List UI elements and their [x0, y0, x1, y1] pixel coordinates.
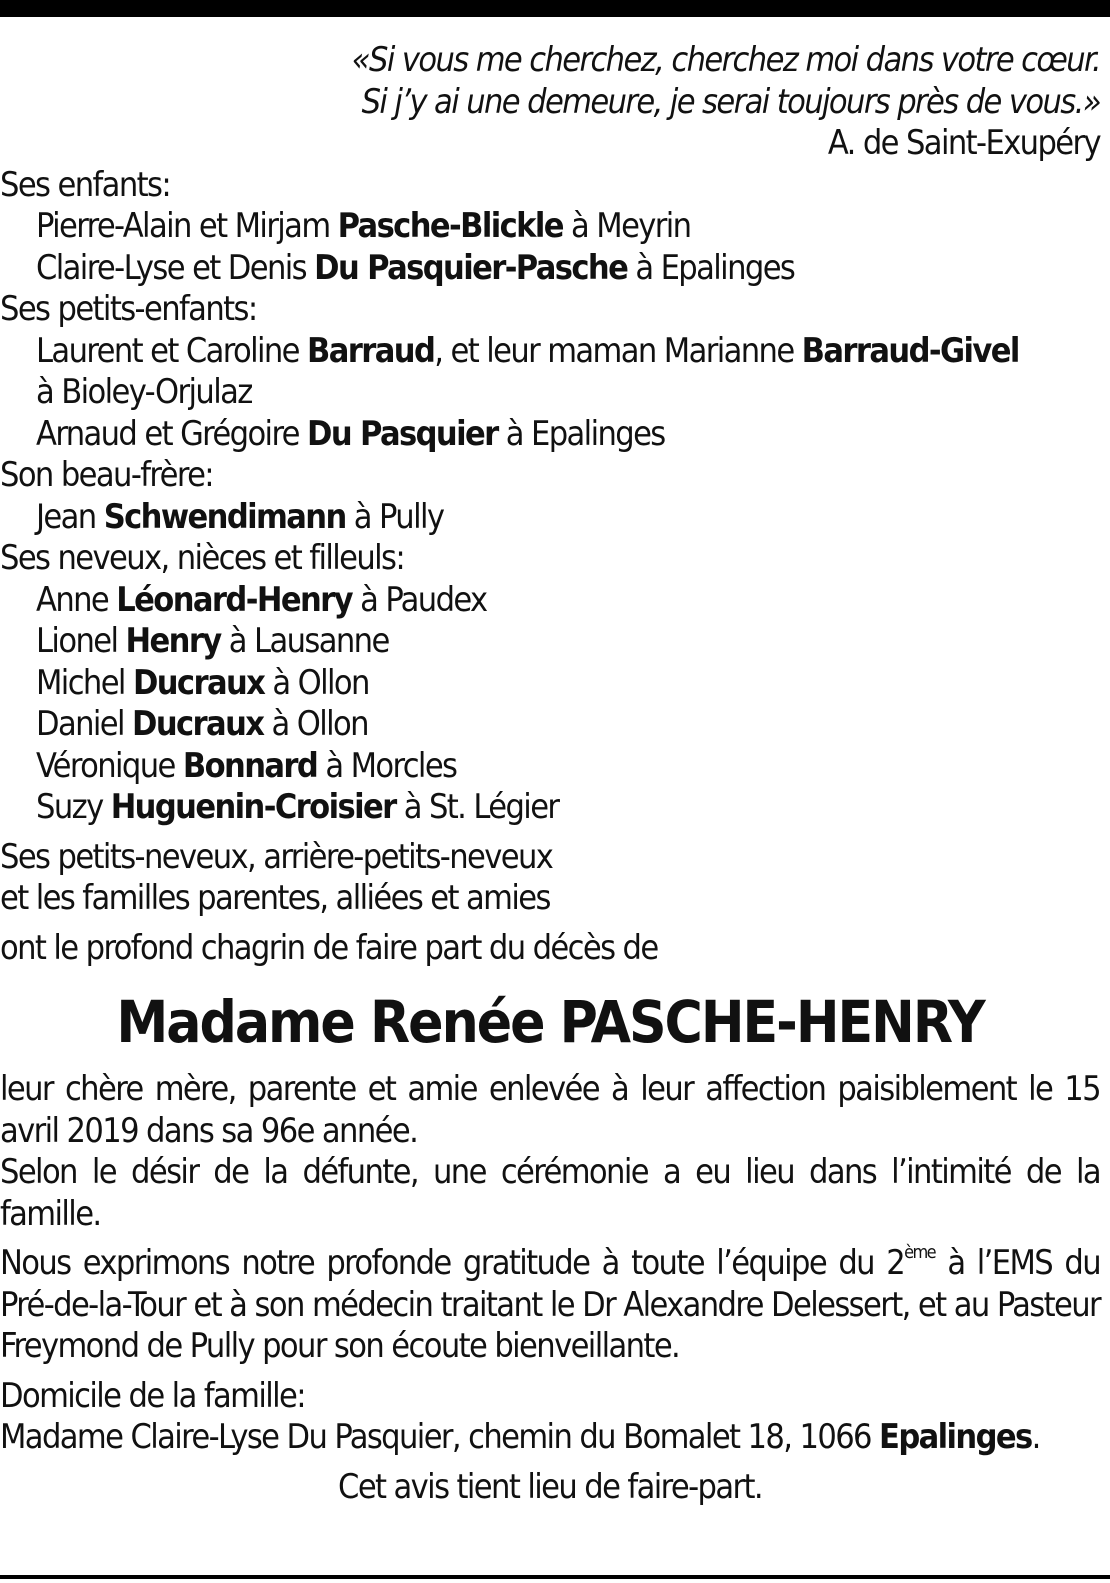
- other-relatives-line-1: Ses petits-neveux, arrière-petits-neveux: [0, 836, 553, 877]
- body-paragraph-2: Selon le désir de la défunte, une cérémonie a eu lieu dans l’intimité de la famille.: [0, 1152, 1100, 1234]
- obituary-notice: [0, 40, 1100, 1508]
- petit-enfant-line-continued: à Bioley-Orjulaz: [36, 372, 252, 412]
- announcement-line: ont le profond chagrin de faire part du décès de: [0, 927, 658, 968]
- closing-line: Cet avis tient lieu de faire-part.: [338, 1466, 762, 1507]
- neveu-line: Michel Ducraux à Ollon: [36, 662, 369, 703]
- neveu-line: Véronique Bonnard à Morcles: [36, 745, 457, 786]
- top-rule: [0, 0, 1110, 17]
- neveu-line: Suzy Huguenin-Croisier à St. Légier: [36, 787, 559, 827]
- body-paragraph-1: leur chère mère, parente et amie enlevée à leur affection paisiblement le 15 avril 2019 dans sa 96e année.: [0, 1069, 1100, 1151]
- neveux-heading: Ses neveux, nièces et filleuls:: [0, 538, 405, 578]
- epigraph-quote: [0, 40, 1100, 165]
- gratitude-paragraph: Nous exprimons notre profonde gratitude à toute l’équipe du 2ème à l’EMS du Pré-de-la-Tour et à son médecin traitant le Dr Alexandre Delessert, et au Pasteur Freymond de Pully pour son écoute bienveillante.: [0, 1242, 1101, 1366]
- enfants-heading: Ses enfants:: [0, 164, 171, 205]
- petits-enfants-heading: Ses petits-enfants:: [0, 289, 257, 329]
- neveu-line: Daniel Ducraux à Ollon: [36, 704, 368, 744]
- beau-frere-heading: Son beau-frère:: [0, 455, 214, 495]
- neveu-line: Anne Léonard-Henry à Paudex: [36, 579, 487, 620]
- domicile-address: Madame Claire-Lyse Du Pasquier, chemin du Bomalet 18, 1066 Epalinges.: [0, 1417, 1040, 1457]
- petit-enfant-line: Laurent et Caroline Barraud, et leur maman Marianne Barraud-Givel: [36, 330, 1019, 371]
- enfant-line: Claire-Lyse et Denis Du Pasquier-Pasche à Epalinges: [36, 247, 795, 288]
- quote-line-2: Si j’y ai une demeure, je serai toujours près de vous.»: [361, 81, 1100, 122]
- deceased-name: Madame Renée PASCHE-HENRY: [116, 988, 984, 1056]
- other-relatives-line-2: et les familles parentes, alliées et amies: [0, 878, 550, 918]
- petit-enfant-line: Arnaud et Grégoire Du Pasquier à Epalinges: [36, 413, 665, 454]
- beau-frere-line: Jean Schwendimann à Pully: [36, 496, 444, 537]
- quote-line-1: «Si vous me cherchez, cherchez moi dans votre cœur.: [351, 40, 1100, 80]
- domicile-heading: Domicile de la famille:: [0, 1375, 305, 1416]
- quote-author: A. de Saint-Exupéry: [827, 123, 1100, 163]
- enfant-line: Pierre-Alain et Mirjam Pasche-Blickle à Meyrin: [36, 206, 691, 246]
- bottom-rule: [0, 1575, 1110, 1579]
- neveu-line: Lionel Henry à Lausanne: [36, 621, 389, 661]
